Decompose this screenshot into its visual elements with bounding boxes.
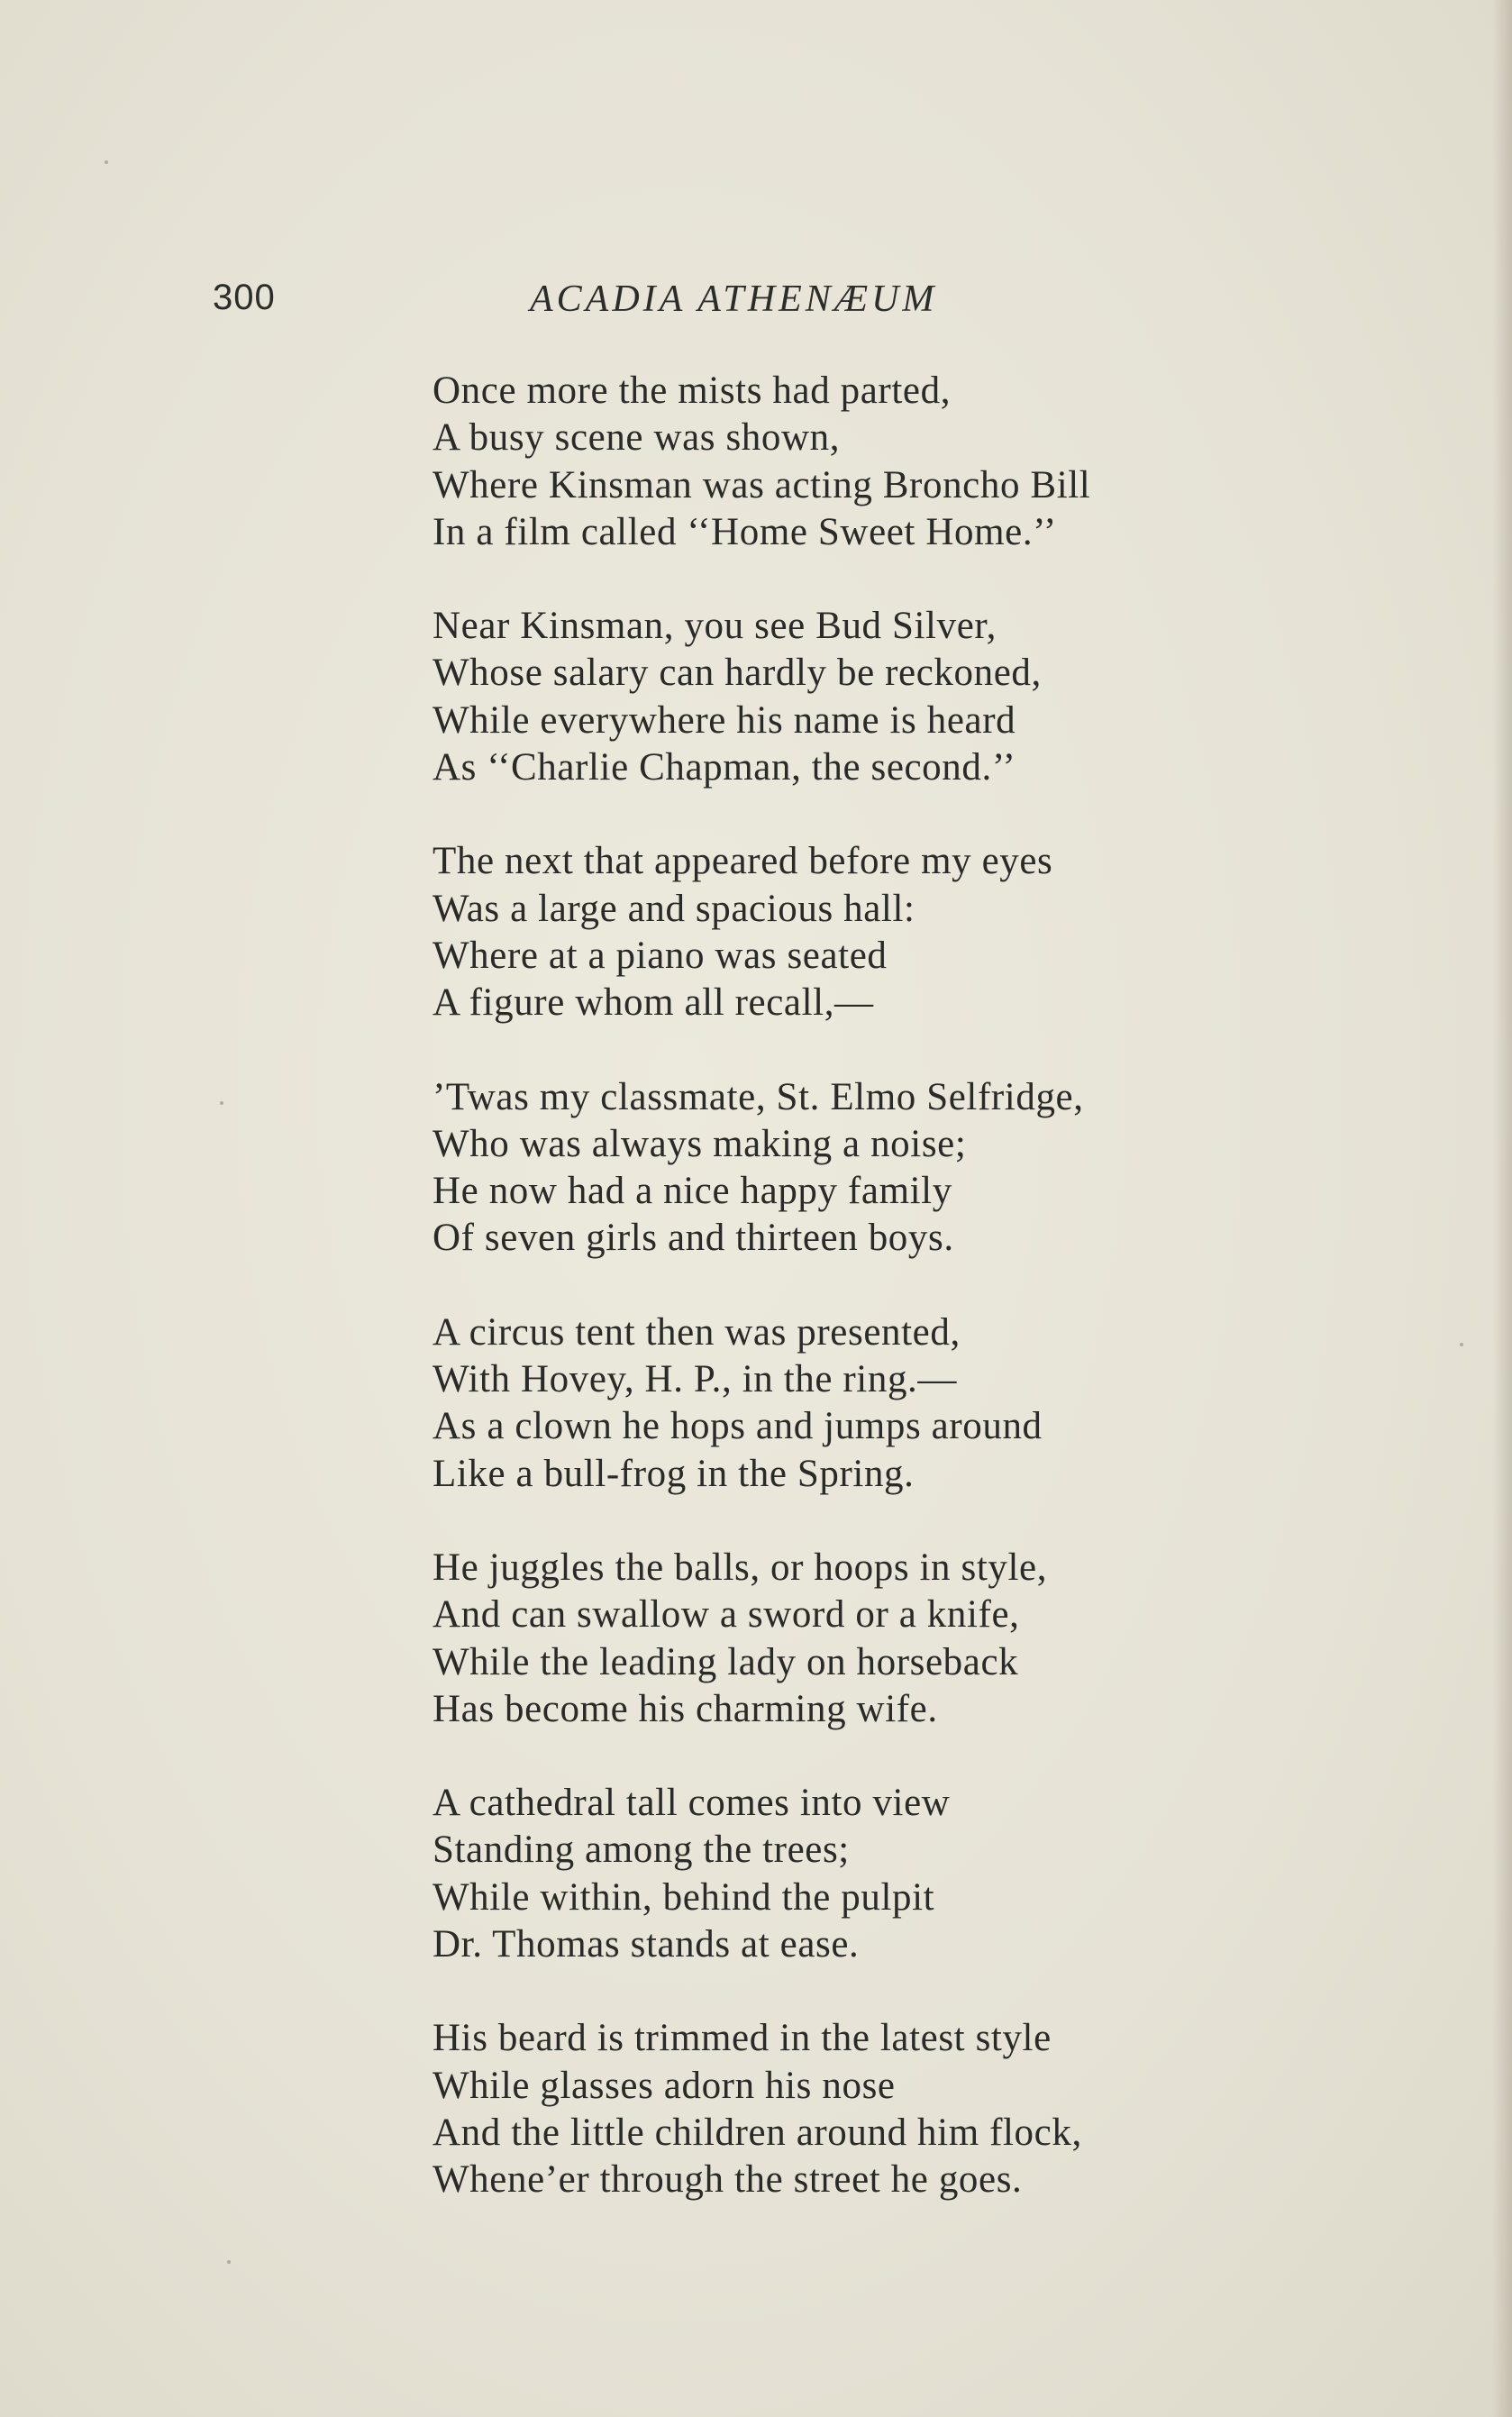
poem-line: Standing among the trees; <box>433 1829 850 1872</box>
poem-line: A figure whom all recall,— <box>433 981 874 1025</box>
poem-line: While glasses adorn his nose <box>433 2064 896 2107</box>
poem <box>433 368 1298 2251</box>
poem-line: He juggles the balls, or hoops in style, <box>433 1546 1048 1589</box>
paper-speck <box>227 2260 231 2264</box>
poem-line: Near Kinsman, you see Bud Silver, <box>433 605 997 648</box>
stanza <box>433 368 1298 556</box>
poem-line: And the little children around him flock, <box>433 2111 1082 2154</box>
running-head: ACADIA ATHENÆUM <box>530 278 938 320</box>
poem-line: His beard is trimmed in the latest style <box>433 2017 1052 2060</box>
poem-line: In a film called ‘‘Home Sweet Home.’’ <box>433 510 1057 553</box>
poem-line: Who was always making a noise; <box>433 1122 967 1165</box>
poem-line: Once more the mists had parted, <box>433 369 952 412</box>
paper-speck <box>1460 1343 1463 1346</box>
poem-line: A busy scene was shown, <box>433 416 841 460</box>
stanza <box>433 838 1298 1026</box>
stanza <box>433 603 1298 791</box>
stanza <box>433 1780 1298 1968</box>
page-edge-shadow <box>1492 0 1512 2417</box>
poem-line: While the leading lady on horseback <box>433 1640 1019 1683</box>
poem-line: Where at a piano was seated <box>433 934 888 977</box>
poem-line: ’Twas my classmate, St. Elmo Selfridge, <box>433 1075 1084 1118</box>
poem-line: Dr. Thomas stands at ease. <box>433 1923 860 1966</box>
poem-line: A cathedral tall comes into view <box>433 1782 951 1825</box>
poem-line: The next that appeared before my eyes <box>433 840 1053 883</box>
stanza <box>433 1309 1298 1498</box>
poem-line: While everywhere his name is heard <box>433 698 1016 742</box>
poem-line: Where Kinsman was acting Broncho Bill <box>433 463 1091 506</box>
stanza <box>433 1074 1298 1263</box>
poem-line: While within, behind the pulpit <box>433 1875 935 1919</box>
stanza <box>433 1545 1298 1733</box>
stanza <box>433 2015 1298 2203</box>
poem-line: Whose salary can hardly be reckoned, <box>433 652 1042 695</box>
page-header <box>213 278 1114 332</box>
paper-speck <box>105 160 108 164</box>
paper-speck <box>220 1101 223 1105</box>
poem-line: Like a bull-frog in the Spring. <box>433 1452 915 1495</box>
poem-line: As ‘‘Charlie Chapman, the second.’’ <box>433 746 1016 789</box>
poem-line: Whene’er through the street he goes. <box>433 2158 1023 2202</box>
poem-line: Has become his charming wife. <box>433 1687 938 1730</box>
poem-line: With Hovey, H. P., in the ring.— <box>433 1358 957 1401</box>
poem-line: Of seven girls and thirteen boys. <box>433 1217 954 1260</box>
poem-line: And can swallow a sword or a knife, <box>433 1593 1020 1637</box>
poem-line: Was a large and spacious hall: <box>433 887 915 930</box>
poem-line: He now had a nice happy family <box>433 1170 952 1213</box>
poem-line: A circus tent then was presented, <box>433 1310 961 1354</box>
poem-line: As a clown he hops and jumps around <box>433 1405 1043 1448</box>
page-number: 300 <box>213 278 276 317</box>
